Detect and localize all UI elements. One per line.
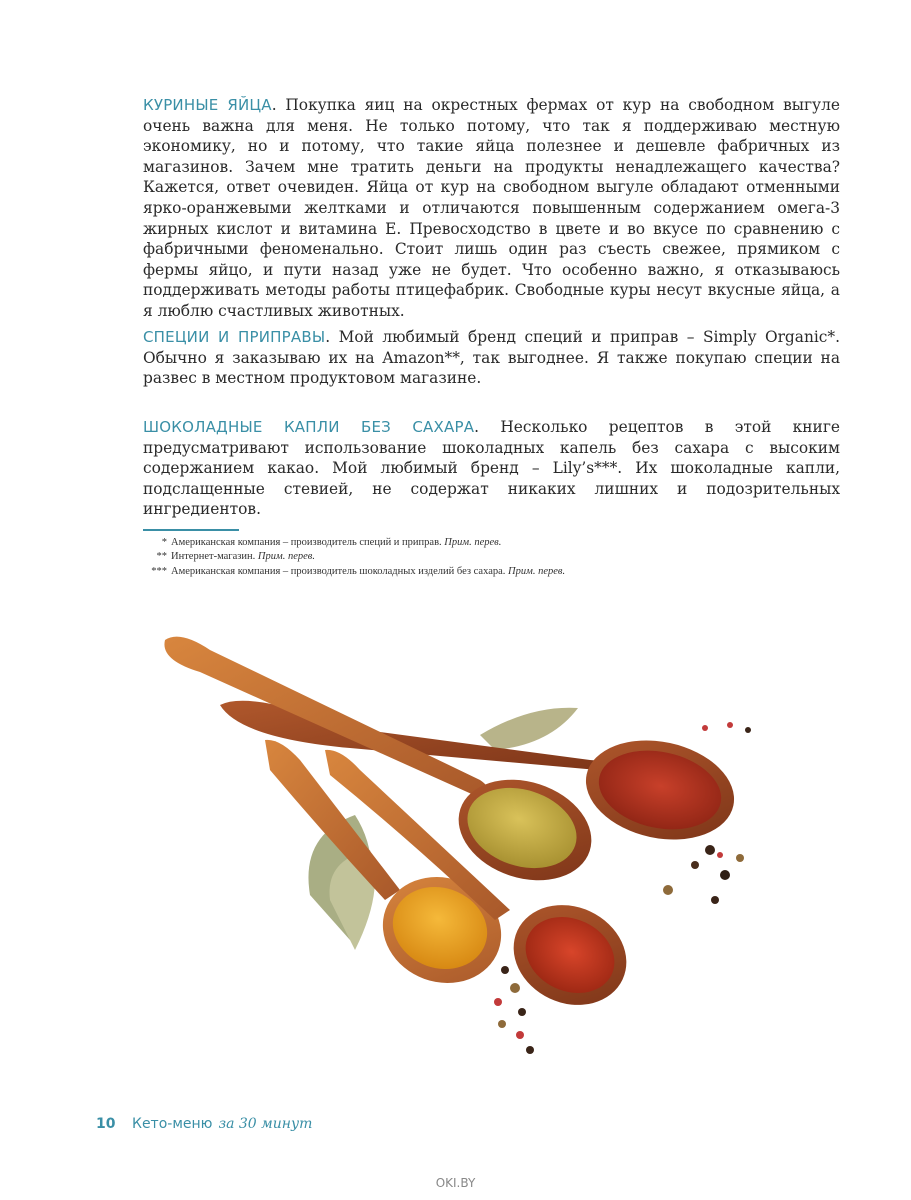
footnote-note: Прим. перев. — [444, 537, 502, 548]
footnote-note: Прим. перев. — [508, 566, 566, 577]
footnote-text: Интернет-магазин. — [171, 551, 256, 562]
footnote-3 — [143, 565, 565, 579]
turmeric-spoon — [265, 740, 516, 1000]
footnote-text: Американская компания – производитель шоколадных изделий без сахара. — [171, 566, 506, 577]
text-spices: . Мой любимый бренд специй и приправ – Simply Organic*. Обычно я заказываю их на Amazon**, так выгоднее. Я также покупаю специи на развес в местном продуктовом магазине. — [143, 328, 840, 388]
paragraph-eggs — [143, 95, 840, 322]
long-spoon — [164, 637, 604, 897]
text-chocolate: . Несколько рецептов в этой книге предусматривают использование шоколадных капель без сахара с высоким содержанием какао. Мой любимый бренд – Lily’s***. Их шоколадные капли, подслащенные стевией, не содержат никаких лишних и подозрительных ингредиентов. — [143, 418, 840, 519]
book-title-script: за 30 минут — [218, 1116, 313, 1132]
footnote-text: Американская компания – производитель специй и приправ. — [171, 537, 442, 548]
heading-eggs: КУРИНЫЕ ЯЙЦА — [143, 96, 272, 114]
footnote-2 — [143, 550, 315, 564]
footnote-divider — [143, 529, 239, 531]
book-title — [132, 1116, 312, 1132]
book-title-main: Кето-меню — [132, 1116, 213, 1132]
paragraph-chocolate — [143, 417, 840, 520]
paragraph-spices — [143, 327, 840, 389]
page-number: 10 — [96, 1116, 116, 1132]
spice-spoons-photo — [150, 610, 770, 1070]
heading-spices: СПЕЦИИ И ПРИПРАВЫ — [143, 328, 326, 346]
heading-chocolate: ШОКОЛАДНЫЕ КАПЛИ БЕЗ САХАРА — [143, 418, 475, 436]
footnote-mark: *** — [151, 566, 167, 577]
text-eggs: . Покупка яиц на окрестных фермах от кур на свободном выгуле очень важна для меня. Не только потому, что так я поддерживаю местную экономику, но и потому, что такие яйца полезнее и дешевле фабричных из магазинов. Зачем мне тратить деньги на продукты ненадлежащего качества? Кажется, ответ очевиден. Яйца от кур на свободном выгуле обладают отменными ярко-оранжевыми желтками и отличаются повышенным содержанием омега-3 жирных кислот и витамина Е. Превосходство в цвете и во вкусе по сравнению с фабричными феноменально. Стоит лишь один раз съесть свежее, прямиком с фермы яйцо, и пути назад уже не будет. Что особенно важно, я отказываюсь поддерживать методы работы птицефабрик. Свободные куры несут вкусные яйца, а я люблю счастливых животных. — [143, 96, 840, 320]
footnote-mark: * — [161, 537, 167, 548]
footnote-1 — [143, 536, 501, 550]
watermark: OKI.BY — [435, 1176, 476, 1190]
footnote-note: Прим. перев. — [257, 551, 315, 562]
footnote-mark: ** — [156, 551, 167, 562]
